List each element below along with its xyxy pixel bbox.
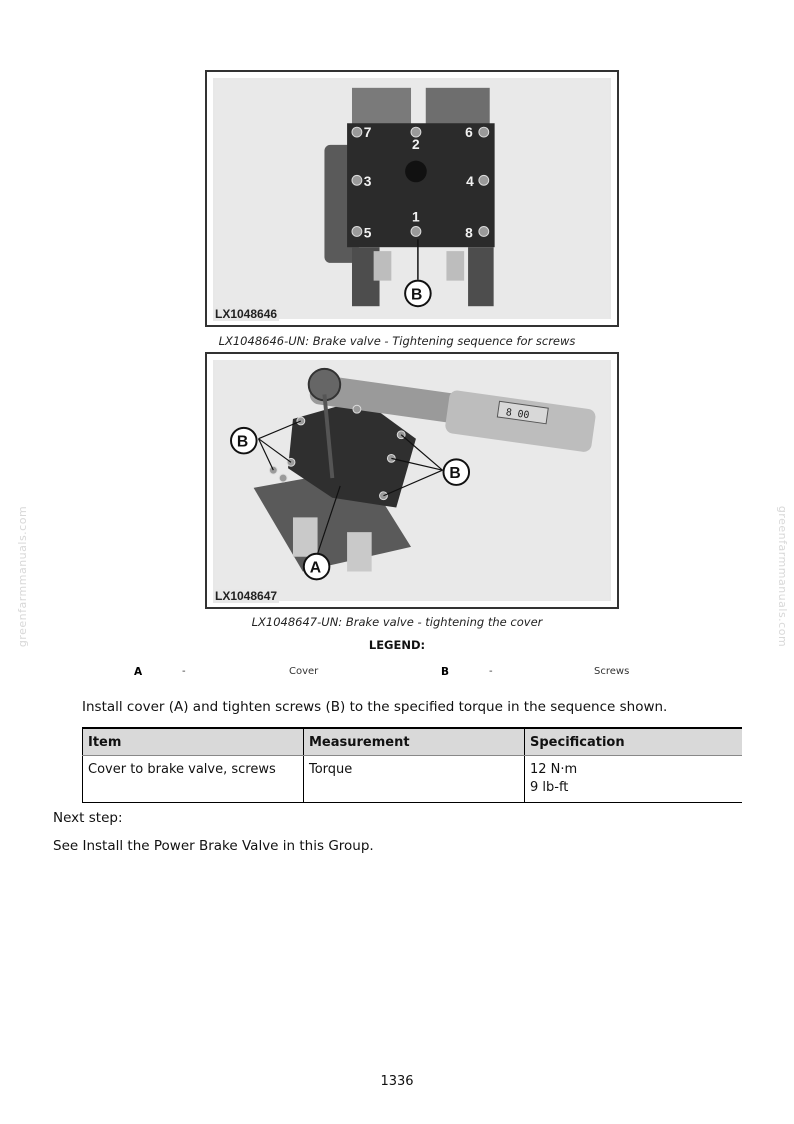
table-row	[83, 756, 743, 803]
wrench-display: 8 00	[505, 407, 531, 422]
seq-1: 1	[412, 209, 420, 225]
legend-value-a: Cover	[289, 666, 319, 677]
see-reference	[53, 838, 374, 854]
seq-7: 7	[363, 125, 372, 141]
legend-title: LEGEND:	[368, 638, 426, 652]
seq-6: 6	[465, 125, 473, 141]
watermark-right: greenfarmmanuals.com	[776, 505, 790, 648]
legend-value-b: Screws	[594, 666, 630, 677]
header-specification: Specification	[525, 728, 743, 756]
figure-2-image	[213, 360, 611, 601]
legend-key-a: A	[134, 666, 143, 678]
brake-valve-sequence-illustration	[213, 78, 611, 319]
seq-3: 3	[363, 174, 372, 190]
legend	[0, 666, 794, 682]
seq-8: 8	[465, 225, 473, 241]
cell-item: Cover to brake valve, screws	[83, 756, 304, 803]
instruction-text: Install cover (A) and tighten screws (B) to the specified torque in the sequence shown.	[82, 699, 668, 715]
header-measurement: Measurement	[304, 728, 525, 756]
page-number: 1336	[380, 1074, 414, 1089]
see-suffix: in this Group.	[278, 838, 374, 854]
cell-specification	[525, 756, 743, 803]
torque-spec-table	[82, 727, 742, 803]
legend-sep-b: -	[489, 666, 493, 677]
table-header-row	[83, 728, 743, 756]
legend-sep-a: -	[182, 666, 186, 677]
spec-imperial: 9 lb-ft	[530, 780, 569, 795]
figure-2-id: LX1048647	[215, 589, 278, 603]
figure-1-image	[213, 78, 611, 319]
seq-2: 2	[412, 136, 420, 152]
see-prefix: See	[53, 838, 83, 854]
figure-brake-valve-sequence	[205, 70, 619, 327]
callout-b-right: B	[449, 465, 461, 483]
spec-metric: 12 N·m	[530, 762, 578, 777]
callout-a: A	[309, 559, 322, 577]
legend-key-b: B	[441, 666, 450, 678]
next-step-label: Next step:	[53, 810, 123, 826]
figure-2-caption: LX1048647-UN: Brake valve - tightening the cover	[251, 615, 543, 629]
seq-4: 4	[466, 174, 474, 190]
callout-b: B	[411, 286, 423, 304]
header-item: Item	[83, 728, 304, 756]
seq-5: 5	[363, 225, 372, 241]
figure-brake-valve-cover	[205, 352, 619, 609]
watermark-left: greenfarmmanuals.com	[16, 505, 30, 648]
figure-1-caption: LX1048646-UN: Brake valve - Tightening sequence for screws	[218, 334, 576, 348]
figure-1-id: LX1048646	[215, 307, 278, 321]
cell-measurement: Torque	[304, 756, 525, 803]
install-power-brake-valve-link[interactable]: Install the Power Brake Valve	[82, 838, 279, 854]
brake-valve-cover-illustration	[213, 360, 611, 601]
callout-b-left: B	[236, 433, 249, 451]
